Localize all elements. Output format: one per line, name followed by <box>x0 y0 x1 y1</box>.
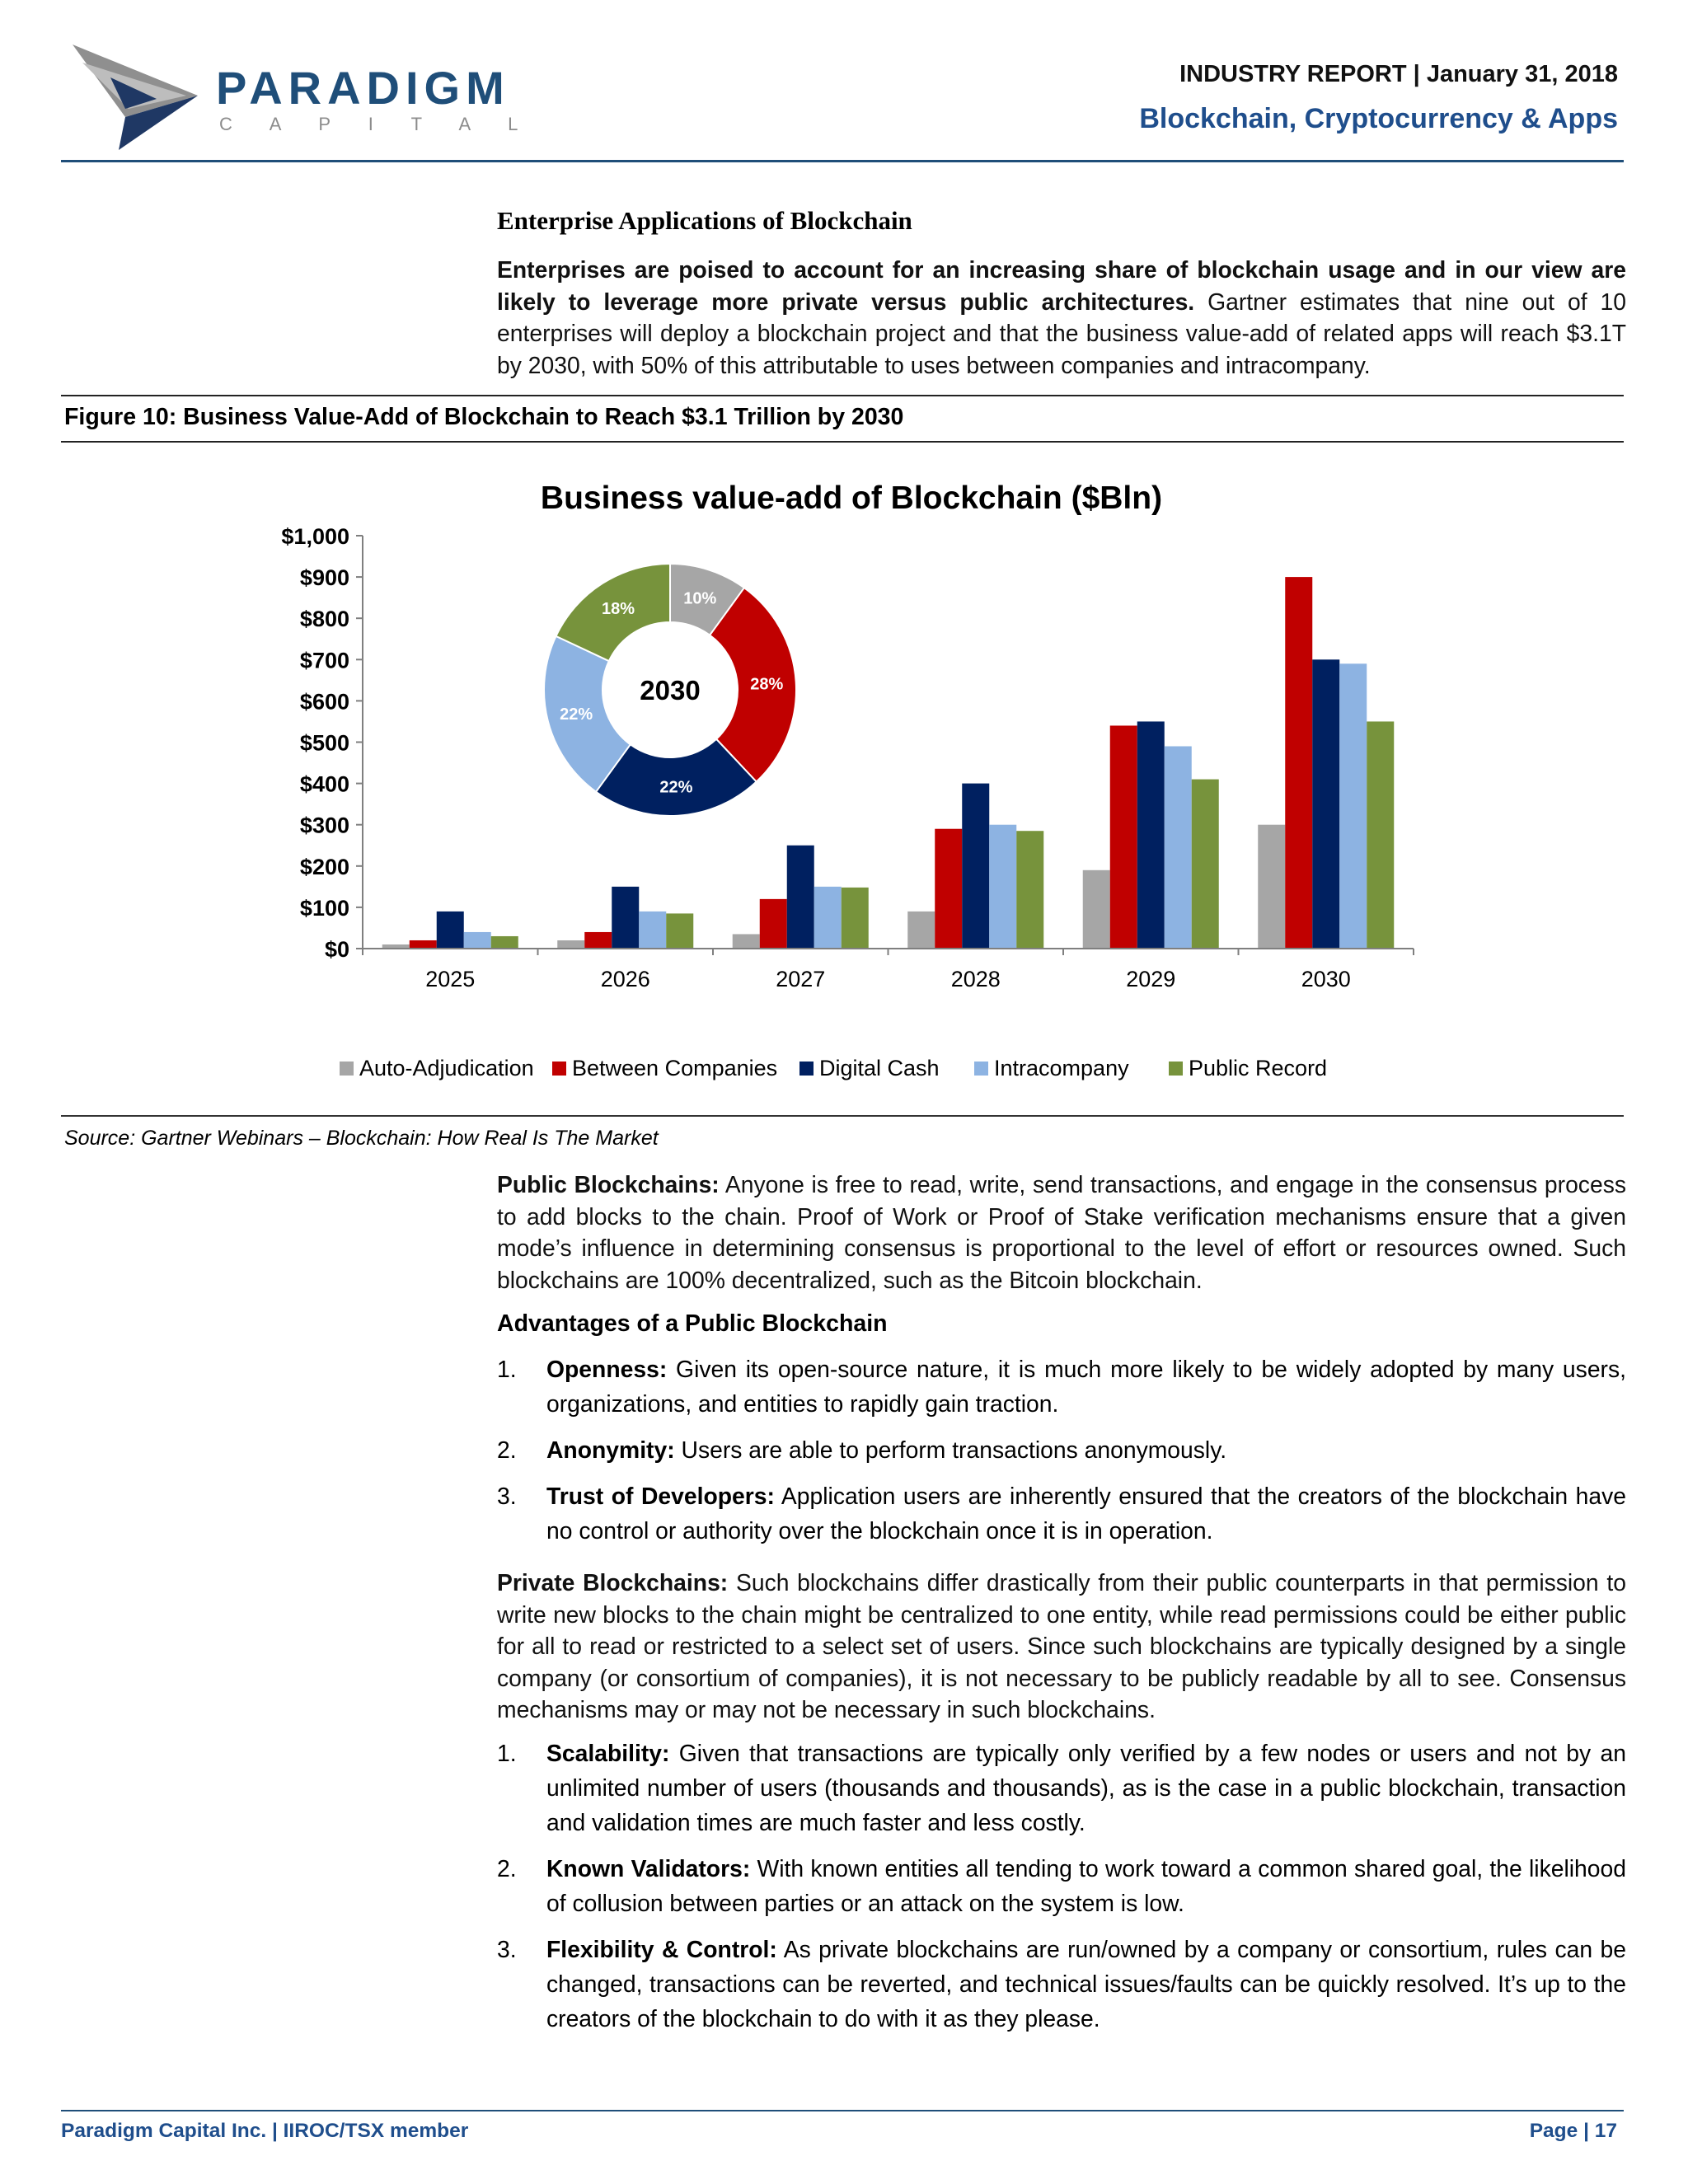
list-item <box>497 1352 1626 1421</box>
item-text: With known entities all tending to work toward a common shared goal, the likelihood of collusion between parties or an attack on the system is low. <box>546 1855 1626 1916</box>
chart-container <box>231 470 1451 1113</box>
donut-label: 22% <box>659 778 693 797</box>
item-lead: Anonymity: <box>546 1436 675 1463</box>
bar-public-record-2025 <box>491 936 518 949</box>
bar-between-companies-2030 <box>1285 577 1312 949</box>
bar-public-record-2029 <box>1192 780 1219 949</box>
legend-label: Public Record <box>1189 1056 1328 1080</box>
y-tick-label: $300 <box>299 813 349 838</box>
legend-swatch <box>974 1062 988 1076</box>
header-rule <box>61 160 1624 162</box>
bar-public-record-2026 <box>666 913 693 949</box>
legend-label: Intracompany <box>994 1056 1129 1080</box>
legend-swatch <box>340 1062 354 1076</box>
item-lead: Scalability: <box>546 1740 670 1766</box>
public-paragraph <box>497 1169 1626 1296</box>
figure-rule-bottom <box>61 1115 1624 1117</box>
bar-between-companies-2025 <box>410 940 437 949</box>
donut-label: 22% <box>560 705 593 724</box>
bar-digital-cash-2029 <box>1137 721 1165 949</box>
y-tick-label: $700 <box>299 648 349 673</box>
figure-rule-top <box>61 395 1624 396</box>
private-paragraph <box>497 1567 1626 1726</box>
figure-source: Source: Gartner Webinars – Blockchain: How Real Is The Market <box>64 1127 659 1150</box>
bar-auto-adjudication-2029 <box>1083 870 1110 949</box>
private-text: Such blockchains differ drastically from their public counterparts in that permission to write new blocks to the chain might be centralized to one entity, while read permissions could be either public for all to read or restricted to a select set of users. Since such blockchains are typically designed by a single company (or consortium of companies), it is not necessary to be publicly readable by all to see. Consensus mechanisms may or may not be necessary in such blockchains. <box>497 1569 1626 1722</box>
bar-chart <box>231 470 1451 1113</box>
list-item <box>497 1851 1626 1920</box>
x-tick-label: 2030 <box>1301 967 1351 991</box>
item-lead: Known Validators: <box>546 1855 751 1882</box>
x-tick-label: 2029 <box>1126 967 1176 991</box>
report-line: INDUSTRY REPORT | January 31, 2018 <box>1179 61 1618 87</box>
y-tick-label: $400 <box>299 771 349 797</box>
y-tick-label: $900 <box>299 565 349 591</box>
y-tick-label: $200 <box>299 854 349 879</box>
intro-paragraph <box>497 254 1626 381</box>
x-tick-label: 2025 <box>425 967 476 991</box>
bar-auto-adjudication-2028 <box>907 912 935 949</box>
bar-digital-cash-2027 <box>787 846 814 949</box>
advantages-subhead: Advantages of a Public Blockchain <box>497 1310 888 1337</box>
bar-digital-cash-2026 <box>612 887 639 949</box>
bar-between-companies-2027 <box>760 899 787 949</box>
bar-intracompany-2026 <box>639 912 666 949</box>
donut-center-label: 2030 <box>640 675 701 705</box>
donut-label: 28% <box>750 675 784 694</box>
donut-label: 18% <box>602 599 635 618</box>
item-text: Given its open-source nature, it is much more likely to be widely adopted by many users, organizations, and entities to rapidly gain traction. <box>546 1356 1626 1417</box>
list-number: 3. <box>497 1483 517 1509</box>
item-text: Given that transactions are typically only verified by a few nodes or users and not by an unlimited number of users (thousands and thousands), as is the case in a public blockchain, transaction and validation times are much faster and less costly. <box>546 1740 1626 1835</box>
figure-caption: Figure 10: Business Value-Add of Blockchain to Reach $3.1 Trillion by 2030 <box>64 404 904 430</box>
footer-left: Paradigm Capital Inc. | IIROC/TSX member <box>61 2120 469 2142</box>
bar-public-record-2027 <box>842 888 869 949</box>
paradigm-logo <box>71 41 535 157</box>
list-item <box>497 1736 1626 1840</box>
item-lead: Flexibility & Control: <box>546 1936 777 1962</box>
y-tick-label: $800 <box>299 607 349 632</box>
item-lead: Openness: <box>546 1356 668 1382</box>
y-tick-label: $0 <box>324 937 349 962</box>
public-lead: Public Blockchains: <box>497 1171 720 1197</box>
y-tick-label: $500 <box>299 730 349 756</box>
legend-swatch <box>799 1062 814 1076</box>
header-right <box>1139 61 1618 135</box>
list-item <box>497 1479 1626 1548</box>
legend-swatch <box>1169 1062 1183 1076</box>
list-item <box>497 1432 1626 1467</box>
private-advantages-list <box>497 1736 1626 2047</box>
y-tick-label: $1,000 <box>281 524 349 549</box>
legend-label: Digital Cash <box>819 1056 940 1080</box>
bar-auto-adjudication-2027 <box>733 934 760 949</box>
item-text: Application users are inherently ensured that the creators of the blockchain have no control or authority over the blockchain once it is in operation. <box>546 1483 1626 1544</box>
bar-intracompany-2028 <box>989 825 1016 949</box>
y-tick-label: $100 <box>299 895 349 921</box>
private-lead: Private Blockchains: <box>497 1569 729 1596</box>
bar-public-record-2028 <box>1016 831 1043 949</box>
page-number: Page | 17 <box>1529 2120 1617 2142</box>
intro-bold: Enterprises are poised to account for an increasing share of blockchain usage and in our view are likely to leverage more private versus public architectures. <box>497 256 1626 315</box>
bar-digital-cash-2030 <box>1312 659 1339 949</box>
public-text: Anyone is free to read, write, send transactions, and engage in the consensus process to add blocks to the chain. Proof of Work or Proof of Stake verification mechanisms ensure that a given mode’s influence in determining consensus is proportional to the level of effort or resources owned. Such blockchains are 100% decentralized, such as the Bitcoin blockchain. <box>497 1171 1626 1293</box>
y-tick-label: $600 <box>299 689 349 715</box>
bar-intracompany-2030 <box>1339 663 1367 949</box>
footer-rule <box>61 2110 1624 2111</box>
bar-between-companies-2026 <box>584 932 612 949</box>
bar-between-companies-2029 <box>1110 725 1137 949</box>
paradigm-logo-icon <box>71 41 535 157</box>
intro-rest: Gartner estimates that nine out of 10 enterprises will deploy a blockchain project and that the business value-add of related apps will reach $3.1T by 2030, with 50% of this attributable to uses between companies and intracompany. <box>497 288 1626 378</box>
bar-auto-adjudication-2030 <box>1258 825 1285 949</box>
list-item <box>497 1932 1626 2036</box>
list-number: 2. <box>497 1436 517 1463</box>
item-text: As private blockchains are run/owned by a company or consortium, rules can be changed, transactions can be reverted, and technical issues/faults can be quickly resolved. It’s up to the creators of the blockchain to do with it as they please. <box>546 1936 1626 2032</box>
list-number: 2. <box>497 1855 517 1882</box>
legend-label: Between Companies <box>572 1056 778 1080</box>
bar-public-record-2030 <box>1367 721 1394 949</box>
legend-label: Auto-Adjudication <box>359 1056 534 1080</box>
x-tick-label: 2027 <box>776 967 826 991</box>
logo-sub: C A P I T A L <box>219 114 535 134</box>
item-text: Users are able to perform transactions anonymously. <box>674 1436 1227 1463</box>
list-number: 3. <box>497 1936 517 1962</box>
x-tick-label: 2026 <box>600 967 650 991</box>
legend-swatch <box>552 1062 566 1076</box>
section-title: Enterprise Applications of Blockchain <box>497 206 912 235</box>
public-advantages-list <box>497 1352 1626 1559</box>
figure-rule-mid <box>61 441 1624 443</box>
chart-title: Business value-add of Blockchain ($Bln) <box>540 480 1163 516</box>
x-tick-label: 2028 <box>950 967 1001 991</box>
bar-intracompany-2027 <box>814 887 842 949</box>
item-lead: Trust of Developers: <box>546 1483 775 1509</box>
bar-intracompany-2025 <box>464 932 491 949</box>
sector-title: Blockchain, Cryptocurrency & Apps <box>1139 103 1618 134</box>
bar-between-companies-2028 <box>935 829 962 949</box>
donut-label: 10% <box>683 589 717 608</box>
list-number: 1. <box>497 1740 517 1766</box>
bar-auto-adjudication-2026 <box>557 940 584 949</box>
bar-intracompany-2029 <box>1165 747 1192 949</box>
bar-digital-cash-2025 <box>437 912 464 949</box>
list-number: 1. <box>497 1356 517 1382</box>
bar-digital-cash-2028 <box>962 784 989 949</box>
logo-word: PARADIGM <box>216 62 510 114</box>
